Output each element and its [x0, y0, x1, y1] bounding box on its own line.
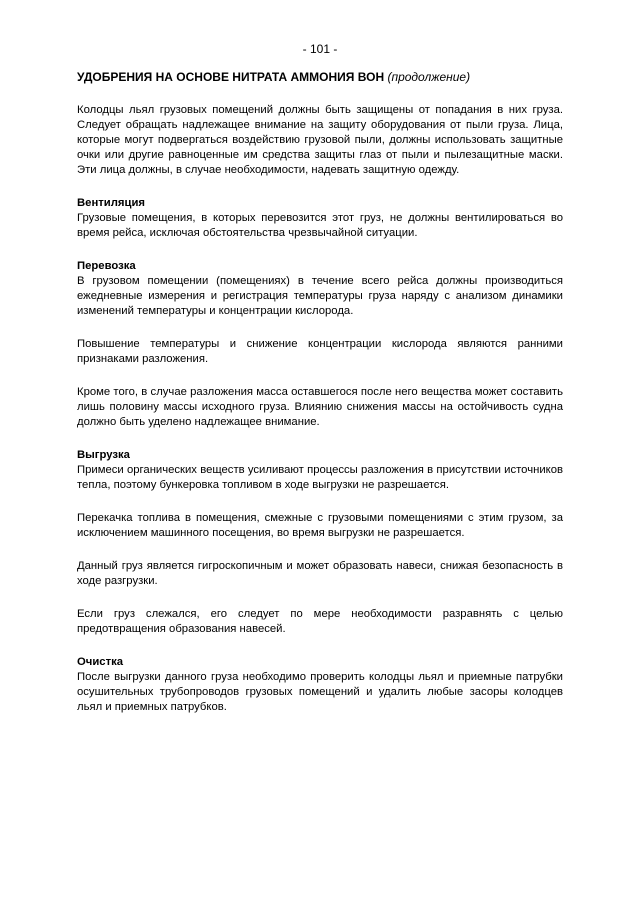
- section-paragraph: Данный груз является гигроскопичным и может образовать навеси, снижая безопасность в ходе разгрузки.: [77, 560, 563, 587]
- title-subtitle: (продолжение): [387, 70, 471, 84]
- intro-paragraph: Колодцы льял грузовых помещений должны быть защищены от попадания в них груза. Следует обращать надлежащее внимание на защиту оборудования от пыли груза. Лица, которые могут подвергаться воздействию грузовой пыли, должны использовать защитные очки или другие равноценные им средства защиты глаз от пыли и пылезащитные маски. Эти лица должны, в случае необходимости, надевать защитную одежду.: [77, 104, 563, 176]
- section-cleaning: [77, 655, 563, 715]
- section-heading: Выгрузка: [77, 449, 130, 461]
- title-main: УДОБРЕНИЯ НА ОСНОВЕ НИТРАТА АММОНИЯ ВОН: [77, 70, 385, 84]
- section-unloading: [77, 448, 563, 637]
- section-paragraph: Грузовые помещения, в которых перевозится этот груз, не должны вентилироваться во время рейса, исключая обстоятельства чрезвычайной ситуации.: [77, 212, 563, 239]
- section-heading: Очистка: [77, 656, 124, 668]
- section-paragraph: Примеси органических веществ усиливают процессы разложения в присутствии источников тепла, поэтому бункеровка топливом в ходе выгрузки не разрешается.: [77, 464, 563, 491]
- document-title: [77, 70, 563, 85]
- section-paragraph: Перекачка топлива в помещения, смежные с грузовыми помещениями с этим грузом, за исключением машинного посещения, во время выгрузки не разрешается.: [77, 512, 563, 539]
- section-heading: Перевозка: [77, 260, 136, 272]
- section-ventilation: [77, 196, 563, 241]
- document-body: [77, 70, 563, 733]
- section-paragraph: Кроме того, в случае разложения масса оставшегося после него вещества может составить лишь половину массы исходного груза. Влиянию снижения массы на остойчивость судна должно быть уделено надлежащее внимание.: [77, 386, 563, 428]
- page-number: - 101 -: [302, 42, 338, 56]
- section-paragraph: В грузовом помещении (помещениях) в течение всего рейса должны производиться ежедневные измерения и регистрация температуры груза наряду с анализом динамики изменений температуры и концентрации кислорода.: [77, 275, 563, 317]
- section-transport: [77, 259, 563, 430]
- section-heading: Вентиляция: [77, 197, 145, 209]
- section-paragraph: После выгрузки данного груза необходимо проверить колодцы льял и приемные патрубки осушительных трубопроводов грузовых помещений и удалить любые засоры колодцев льял и приемных патрубков.: [77, 671, 563, 713]
- section-paragraph: Если груз слежался, его следует по мере необходимости разравнять с целью предотвращения образования навесей.: [77, 608, 563, 635]
- section-paragraph: Повышение температуры и снижение концентрации кислорода являются ранними признаками разложения.: [77, 338, 563, 365]
